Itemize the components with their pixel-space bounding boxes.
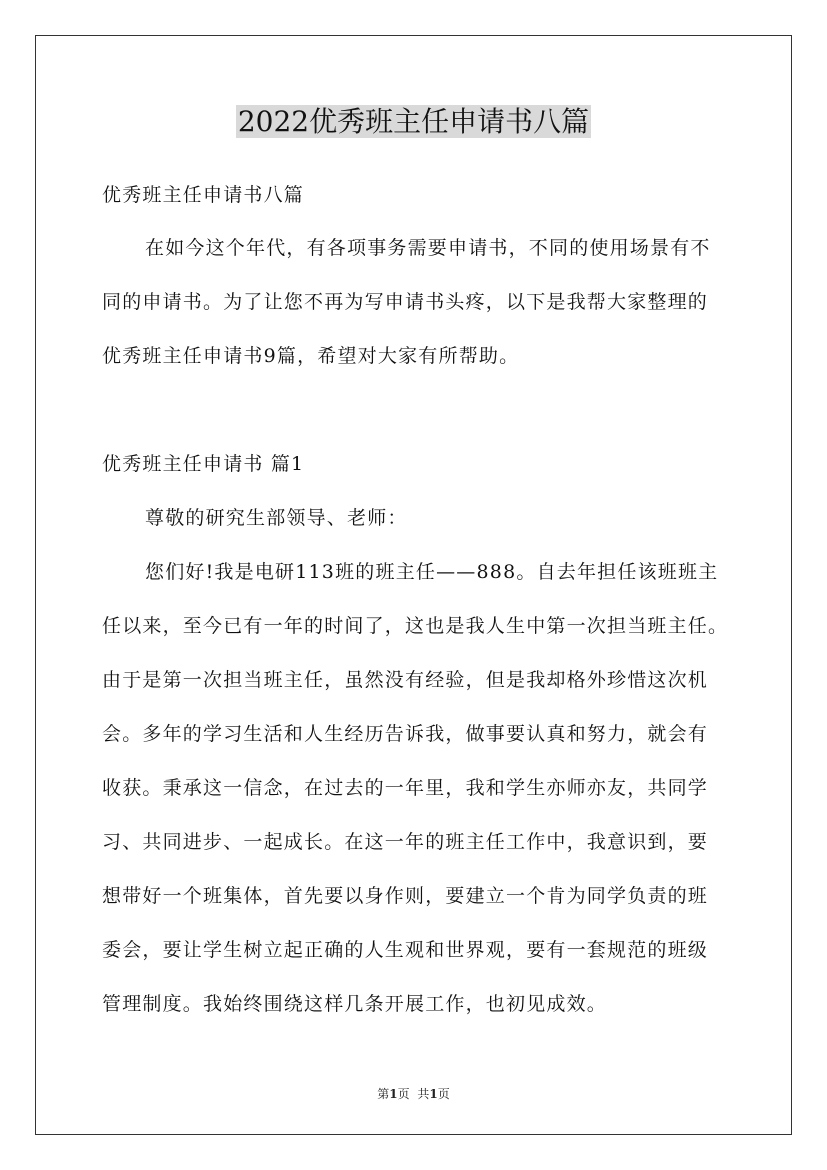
footer-total-suffix: 页 xyxy=(437,1087,450,1101)
footer-total-number: 1 xyxy=(429,1087,438,1101)
footer-page-label: 第 xyxy=(377,1087,390,1101)
body-line: 委会，要让学生树立起正确的人生观和世界观，要有一套规范的班级 xyxy=(102,939,709,961)
footer-total-label: 共 xyxy=(417,1087,430,1101)
document-title-text: 2022优秀班主任申请书八篇 xyxy=(237,105,590,138)
section-heading: 优秀班主任申请书 篇1 xyxy=(102,453,305,475)
document-title xyxy=(0,102,827,142)
body-line: 管理制度。我始终围绕这样几条开展工作，也初见成效。 xyxy=(102,993,608,1015)
intro-line: 同的申请书。为了让您不再为写申请书头疼，以下是我帮大家整理的 xyxy=(102,291,709,313)
salutation: 尊敬的研究生部领导、老师： xyxy=(145,507,408,529)
body-line: 习、共同进步、一起成长。在这一年的班主任工作中，我意识到，要 xyxy=(102,831,709,853)
body-line: 想带好一个班集体，首先要以身作则，要建立一个肯为同学负责的班 xyxy=(102,885,709,907)
page-footer xyxy=(0,1086,827,1102)
body-line: 收获。秉承这一信念，在过去的一年里，我和学生亦师亦友，共同学 xyxy=(102,777,709,799)
subtitle: 优秀班主任申请书八篇 xyxy=(102,184,305,206)
body-line: 您们好!我是电研113班的班主任——888。自去年担任该班班主 xyxy=(145,561,719,583)
body-line: 由于是第一次担当班主任，虽然没有经验，但是我却格外珍惜这次机 xyxy=(102,669,709,691)
intro-line: 在如今这个年代，有各项事务需要申请书，不同的使用场景有不 xyxy=(145,237,711,259)
footer-page-number: 1 xyxy=(389,1087,398,1101)
body-line: 任以来，至今已有一年的时间了，这也是我人生中第一次担当班主任。 xyxy=(102,615,729,637)
intro-line: 优秀班主任申请书9篇，希望对大家有所帮助。 xyxy=(102,345,520,367)
footer-page-suffix: 页 xyxy=(397,1087,410,1101)
body-line: 会。多年的学习生活和人生经历告诉我，做事要认真和努力，就会有 xyxy=(102,723,709,745)
